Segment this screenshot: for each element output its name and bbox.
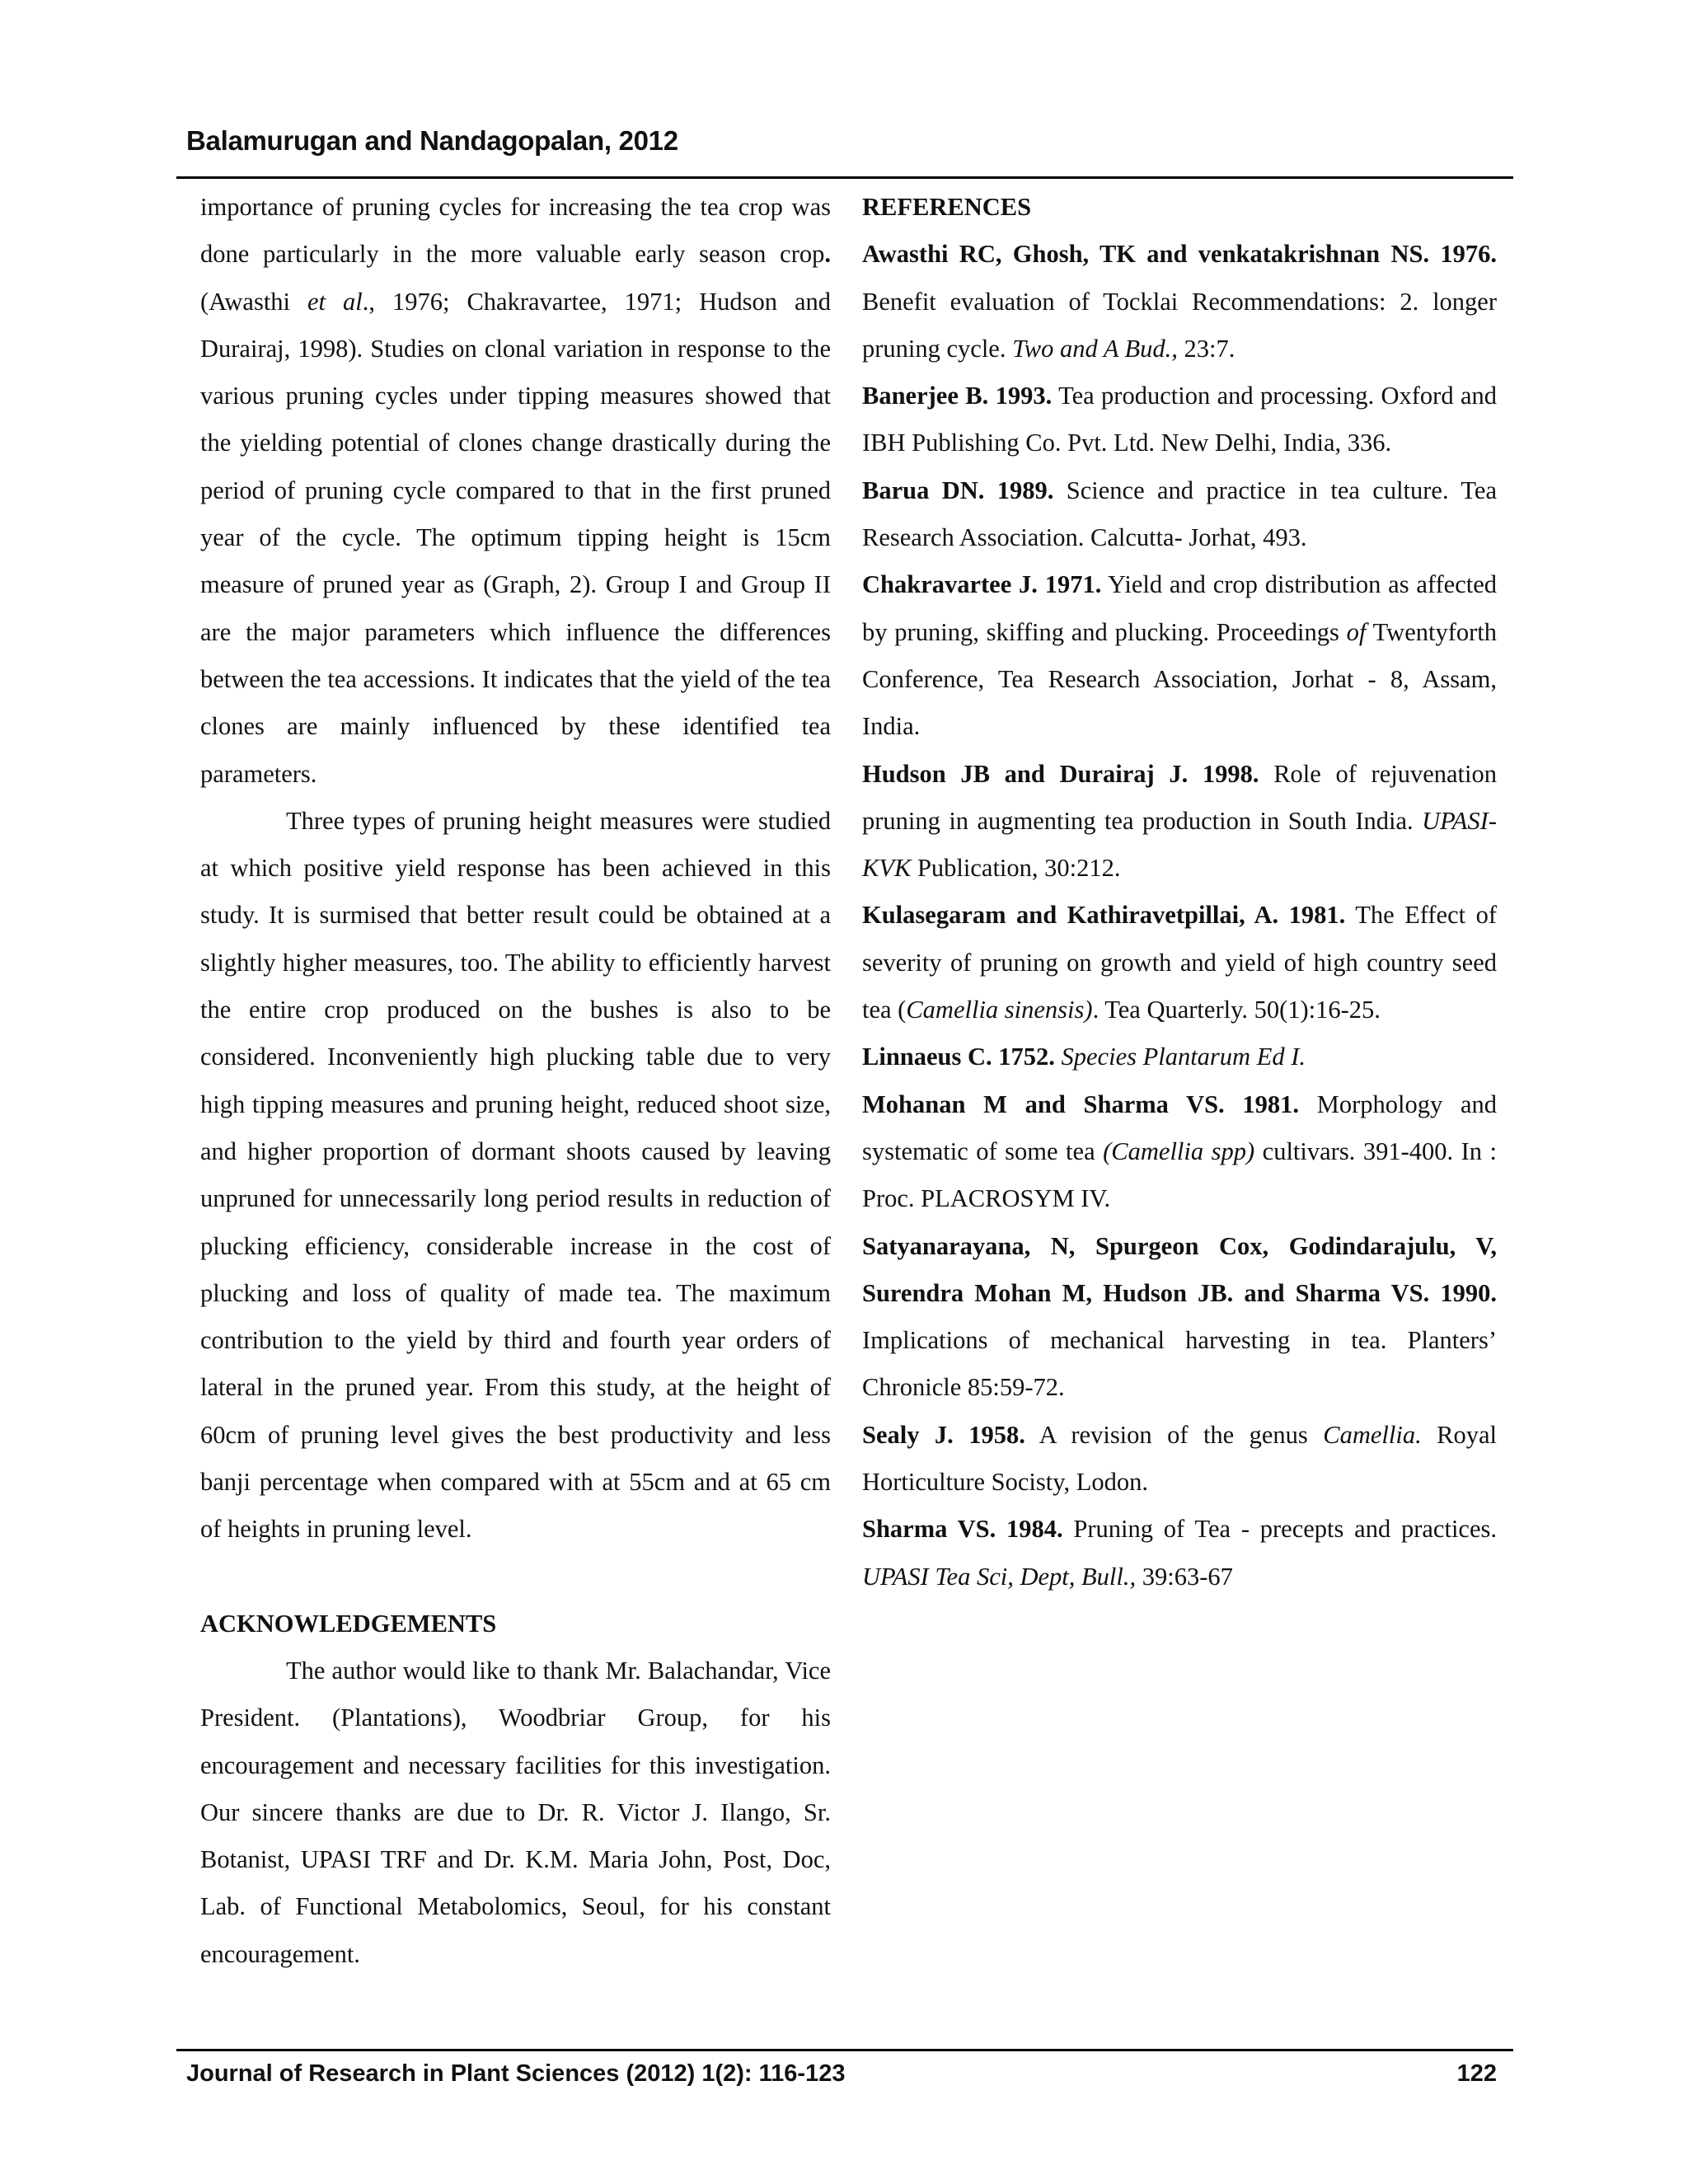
footer <box>186 2060 1497 2088</box>
footer-rule <box>176 2049 1513 2051</box>
body-paragraph-2: Three types of pruning height measures were studied at which positive yield response has been achieved in this study. It is surmised that better result could be obtained at a slightly higher measures, too. The ability to efficiently harvest the entire crop produced on the bushes is also to be considered. Inconveniently high plucking table due to very high tipping measures and pruning height, reduced shoot size, and higher proportion of dormant shoots caused by leaving unpruned for unnecessarily long period results in reduction of plucking efficiency, considerable increase in the cost of plucking and loss of quality of made tea. The maximum contribution to the yield by third and fourth year orders of lateral in the pruned year. From this study, at the height of 60cm of pruning level gives the best productivity and less banji percentage when compared with at 55cm and at 65 cm of heights in pruning level. <box>200 806 831 1544</box>
acknowledgements-text: The author would like to thank Mr. Balachandar, Vice President. (Plantations), Woodbriar Group, for his encouragement and necessary facilities for this investigation. Our sincere thanks are due to Dr. R. Victor J. Ilango, Sr. Botanist, UPASI TRF and Dr. K.M. Maria John, Post, Doc, Lab. of Functional Metabolomics, Seoul, for his constant encouragement. <box>200 1656 831 1968</box>
acknowledgements-heading: ACKNOWLEDGEMENTS <box>200 1609 497 1638</box>
reference-entry: Barua DN. 1989. Science and practice in tea culture. Tea Research Association. Calcutta- Jorhat, 493. <box>862 476 1497 552</box>
body-paragraph-1: importance of pruning cycles for increasing the tea crop was done particularly in the more valuable early season crop. (Awasthi et al., 1976; Chakravartee, 1971; Hudson and Durairaj, 1998). Studies on clonal variation in response to the various pruning cycles under tipping measures showed that the yielding potential of clones change drastically during the period of pruning cycle compared to that in the first pruned year of the cycle. The optimum tipping height is 15cm measure of pruned year as (Graph, 2). Group I and Group II are the major parameters which influence the differences between the tea accessions. It indicates that the yield of the tea clones are mainly influenced by these identified tea parameters. <box>200 193 832 788</box>
reference-entry: Awasthi RC, Ghosh, TK and venkatakrishnan NS. 1976. Benefit evaluation of Tocklai Recommendations: 2. longer pruning cycle. Two and A Bud., 23:7. <box>862 240 1497 363</box>
reference-entry: Kulasegaram and Kathiravetpillai, A. 1981. The Effect of severity of pruning on growth and yield of high country seed tea (Camellia sinensis). Tea Quarterly. 50(1):16-25. <box>862 901 1497 1024</box>
reference-entry: Chakravartee J. 1971. Yield and crop distribution as affected by pruning, skiffing and plucking. Proceedings of Twentyforth Conference, Tea Research Association, Jorhat - 8, Assam, India. <box>862 570 1497 741</box>
reference-entry: Banerjee B. 1993. Tea production and processing. Oxford and IBH Publishing Co. Pvt. Ltd. New Delhi, India, 336. <box>862 382 1497 457</box>
reference-list <box>862 231 1497 1601</box>
right-column <box>862 184 1497 1601</box>
reference-entry: Satyanarayana, N, Spurgeon Cox, Godindarajulu, V, Surendra Mohan M, Hudson JB. and Sharma VS. 1990. Implications of mechanical harvesting in tea. Planters’ Chronicle 85:59-72. <box>862 1231 1497 1402</box>
reference-entry: Sharma VS. 1984. Pruning of Tea - precepts and practices. UPASI Tea Sci, Dept, Bull., 39:63-67 <box>862 1515 1497 1591</box>
reference-entry: Linnaeus C. 1752. Species Plantarum Ed I. <box>862 1043 1306 1071</box>
reference-entry: Mohanan M and Sharma VS. 1981. Morphology and systematic of some tea (Camellia spp) cultivars. 391-400. In : Proc. PLACROSYM IV. <box>862 1090 1498 1213</box>
reference-entry: Sealy J. 1958. A revision of the genus Camellia. Royal Horticulture Socisty, Lodon. <box>862 1420 1497 1497</box>
journal-citation: Journal of Research in Plant Sciences (2012) 1(2): 116-123 <box>186 2060 846 2087</box>
page-number: 122 <box>1456 2060 1497 2087</box>
left-column <box>200 184 831 1978</box>
running-head: Balamurugan and Nandagopalan, 2012 <box>186 125 678 156</box>
spacer <box>200 1554 831 1601</box>
reference-entry: Hudson JB and Durairaj J. 1998. Role of rejuvenation pruning in augmenting tea production in South India. UPASI-KVK Publication, 30:212. <box>862 759 1498 883</box>
header-rule <box>176 176 1513 179</box>
references-heading: REFERENCES <box>862 193 1032 221</box>
